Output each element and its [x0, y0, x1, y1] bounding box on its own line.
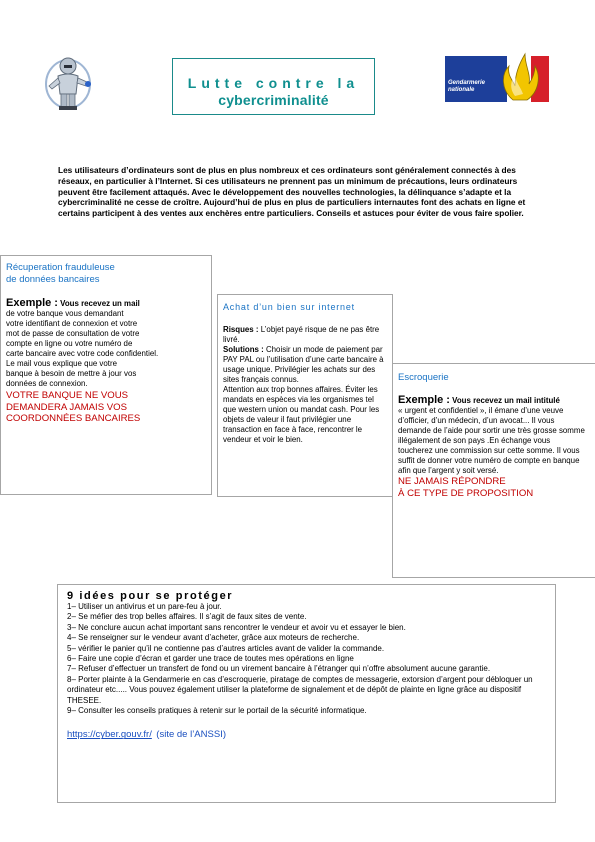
online-purchase-content: [223, 325, 389, 445]
tips-box: [57, 584, 556, 803]
scam-warning-line: À CE TYPE DE PROPOSITION: [398, 487, 534, 499]
tips-item: 3– Ne conclure aucun achat important sans rencontrer le vendeur et avoir vu et essayer le bien.: [67, 622, 406, 632]
tips-item: 6– Faire une copie d’écran et garder une trace de toutes mes opérations en ligne: [67, 654, 354, 664]
cyber-mascot-illustration: [40, 52, 96, 114]
online-purchase-advice: Attention aux trop bonnes affaires. Éviter les mandats en espèces via les organismes tel que western union ou mandat cash. Pour les objets de valeur il faut privilégier une transaction en face à face, rencontrer le vendeur et voir le bien.: [223, 385, 380, 444]
tips-item: 9– Consulter les conseils pratiques à retenir sur le portail de la sécurité informatique.: [67, 706, 367, 716]
bank-fraud-line: carte bancaire avec votre code confidentiel.: [6, 349, 159, 358]
scam-content: [398, 395, 586, 499]
scam-title: Escroquerie: [398, 372, 449, 383]
bank-fraud-box: [0, 255, 212, 495]
bank-fraud-line: de votre banque vous demandant: [6, 309, 124, 318]
bank-fraud-warning: [6, 390, 211, 425]
page-title-line-2: cybercriminalité: [218, 92, 329, 108]
bank-fraud-line: compte en ligne ou votre numéro de: [6, 339, 133, 348]
anssi-note: (site de l’ANSSI): [156, 729, 226, 741]
tips-item: 4– Se renseigner sur le vendeur avant d’acheter, grâce aux moteurs de recherche.: [67, 633, 360, 643]
risks-label: Risques :: [223, 325, 259, 334]
intro-paragraph: Les utilisateurs d’ordinateurs sont de plus en plus nombreux et ces ordinateurs sont généralement connectés à des réseaux, en particulier à l’Internet. Si ces utilisateurs ne prennent pas un minimum de précautions, leurs ordinateurs peuvent être facilement attaqués. Avec le développement des nouvelles technologies, la délinquance s’adapte et la cybercriminalité ne cesse de croître. Aujourd’hui de plus en plus de particuliers internautes font des achats en ligne et certains participent à des ventes aux enchères entre particuliers. Conseils et astuces pour éviter de vous faire spolier.: [58, 165, 526, 219]
bank-fraud-title: [6, 262, 115, 285]
gendarmerie-logo: [445, 48, 549, 104]
anssi-link[interactable]: https://cyber.gouv.fr/: [67, 729, 152, 741]
tips-content: [67, 590, 549, 742]
tips-item: 7– Refuser d’effectuer un transfert de fond ou un virement bancaire à l’étranger qui n’offre absolument aucune garantie.: [67, 664, 491, 674]
scam-example-label: Exemple :: [398, 394, 450, 406]
tips-item: 2– Se méfier des trop belles affaires. Il s’agit de faux sites de vente.: [67, 612, 307, 622]
bank-fraud-line: banque à besoin de mettre à jour vos: [6, 369, 137, 378]
tips-link-row: [67, 724, 549, 742]
scam-box: [392, 363, 595, 578]
bank-fraud-line: mot de passe de consultation de votre: [6, 329, 140, 338]
bank-fraud-example-lead: Vous recevez un mail: [60, 299, 140, 308]
bank-fraud-title-line-2: de données bancaires: [6, 273, 100, 285]
bank-fraud-example: [6, 298, 211, 425]
title-box: [172, 58, 375, 115]
tips-item: 8– Porter plainte à la Gendarmerie en cas d’escroquerie, piratage de comptes de messagerie, extorsion d’argent pour débloquer un ordinateur etc..... Vous pouvez également utiliser la plateforme de signalement et de dépôt de plainte en ligne grâce au dispositif THESEE.: [67, 674, 533, 705]
scam-warning-line: NE JAMAIS RÉPONDRE: [398, 476, 506, 487]
online-purchase-title: Achat d’un bien sur internet: [223, 302, 355, 312]
bank-fraud-line: données de connexion.: [6, 379, 88, 388]
gendarmerie-logo-text: Gendarmerie nationale: [448, 80, 486, 93]
solutions-label: Solutions :: [223, 345, 264, 354]
bank-fraud-title-line-1: Récuperation frauduleuse: [6, 262, 115, 273]
bank-fraud-warning-line: VOTRE BANQUE NE VOUS: [6, 390, 129, 401]
tips-item: 1– Utiliser un antivirus et un pare-feu à jour.: [67, 602, 222, 611]
bank-fraud-line: Le mail vous explique que votre: [6, 359, 117, 368]
bank-fraud-warning-line: DEMANDERA JAMAIS VOS: [6, 401, 128, 413]
page-title: [173, 59, 374, 109]
scam-example-lead: Vous recevez un mail intitulé: [452, 396, 560, 405]
online-purchase-box: [217, 294, 393, 497]
scam-warning: [398, 476, 586, 499]
tips-item: 5– vérifier le panier qu’il ne contienne pas d’autres articles avant de valider la commande.: [67, 643, 385, 653]
bank-fraud-line: votre identifiant de connexion et votre: [6, 319, 138, 328]
risks-text: L’objet payé risque de ne pas être livré.: [223, 325, 380, 344]
tips-title: 9 idées pour se protéger: [67, 590, 234, 602]
bank-fraud-warning-line: COORDONNÉES BANCAIRES: [6, 413, 141, 425]
scam-body: « urgent et confidentiel », il émane d’une veuve d’officier, d’un médecin, d’un avocat... Il vous demande de l’aide pour sortir une très grosse somme illégalement de son pays .En échange vous toucherez une commission sur cette somme. Il vous suffit de donner votre numéro de compte en banque afin que l’argent y soit versé.: [398, 406, 585, 475]
bank-fraud-example-label: Exemple :: [6, 297, 58, 309]
page-title-line-1: Lutte contre la: [187, 75, 360, 91]
solutions-text: Choisir un mode de paiement par PAY PAL ou l’utilisation d’une carte bancaire à usage unique. Privilégier les achats sur des sites français connus.: [223, 345, 384, 384]
